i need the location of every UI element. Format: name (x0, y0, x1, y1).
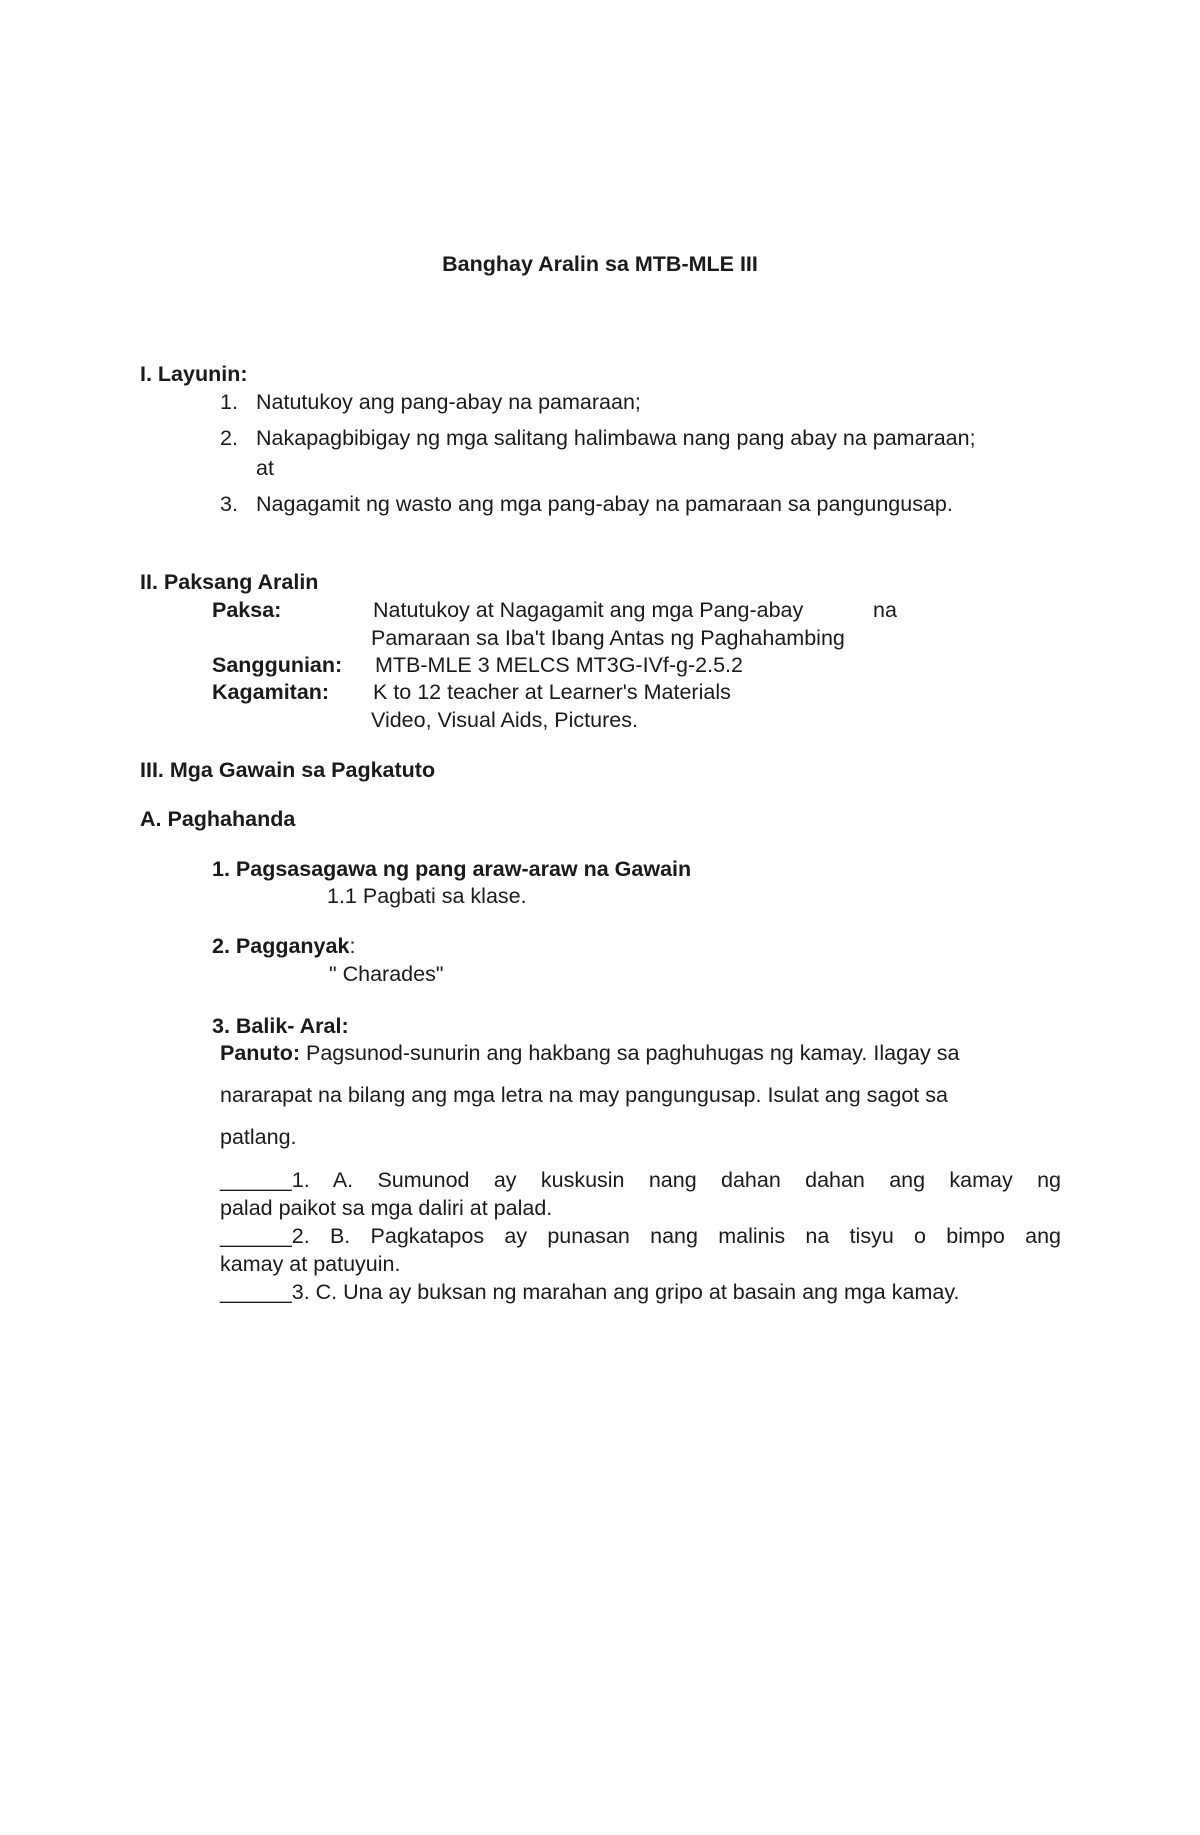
section-heading-paksang-aralin: II. Paksang Aralin (140, 570, 319, 594)
subsection-heading-paghahanda: A. Paghahanda (140, 807, 296, 831)
step-heading-pagganyak-wrap (212, 934, 355, 959)
paksa-value-line1-end: na (873, 598, 897, 622)
sanggunian-label: Sanggunian: (212, 653, 343, 677)
paksa-value-line2: Pamaraan sa Iba't Ibang Antas ng Paghahambing (371, 626, 845, 650)
section-heading-layunin: I. Layunin: (140, 362, 248, 386)
step-heading-balik-aral: 3. Balik- Aral: (212, 1014, 349, 1038)
sanggunian-value: MTB-MLE 3 MELCS MT3G-IVf-g-2.5.2 (375, 653, 743, 677)
page-title: Banghay Aralin sa MTB-MLE III (442, 252, 758, 276)
question-2-line2: kamay at patuyuin. (220, 1252, 401, 1276)
objective-number-2: 2. (220, 426, 238, 450)
kagamitan-value-line2: Video, Visual Aids, Pictures. (371, 708, 638, 732)
question-1-line1: ______1. A. Sumunod ay kuskusin nang dahan dahan ang kamay ng (220, 1168, 1061, 1192)
panuto-line1 (220, 1041, 959, 1066)
step-heading-pagganyak: 2. Pagganyak (212, 934, 350, 958)
objective-number-3: 3. (220, 492, 238, 516)
objective-text-2: Nakapagbibigay ng mga salitang halimbawa nang pang abay na pamaraan; (256, 426, 976, 450)
step-item-charades: " Charades" (329, 962, 444, 986)
question-1-line2: palad paikot sa mga daliri at palad. (220, 1196, 553, 1220)
step-heading-pagganyak-colon: : (349, 934, 356, 958)
kagamitan-label: Kagamitan: (212, 680, 330, 704)
objective-text-2-continuation: at (256, 456, 274, 480)
section-heading-mga-gawain: III. Mga Gawain sa Pagkatuto (140, 758, 436, 782)
objective-text-3: Nagagamit ng wasto ang mga pang-abay na pamaraan sa pangungusap. (256, 492, 953, 516)
paksa-value-line1: Natutukoy at Nagagamit ang mga Pang-abay (373, 598, 804, 622)
kagamitan-value-line1: K to 12 teacher at Learner's Materials (373, 680, 731, 704)
step-item-pagbati: 1.1 Pagbati sa klase. (327, 884, 527, 908)
step-heading-pagsasagawa: 1. Pagsasagawa ng pang araw-araw na Gawain (212, 857, 692, 881)
panuto-line3: patlang. (220, 1125, 297, 1149)
paksa-label: Paksa: (212, 598, 282, 622)
panuto-label: Panuto: (220, 1041, 301, 1065)
objective-number-1: 1. (220, 390, 238, 414)
question-2-line1: ______2. B. Pagkatapos ay punasan nang malinis na tisyu o bimpo ang (220, 1224, 1061, 1248)
objective-text-1: Natutukoy ang pang-abay na pamaraan; (256, 390, 641, 414)
panuto-text-line1: Pagsunod-sunurin ang hakbang sa paghuhugas ng kamay. Ilagay sa (300, 1041, 960, 1065)
question-3-line1: ______3. C. Una ay buksan ng marahan ang gripo at basain ang mga kamay. (220, 1280, 960, 1304)
panuto-line2: nararapat na bilang ang mga letra na may pangungusap. Isulat ang sagot sa (220, 1083, 948, 1107)
